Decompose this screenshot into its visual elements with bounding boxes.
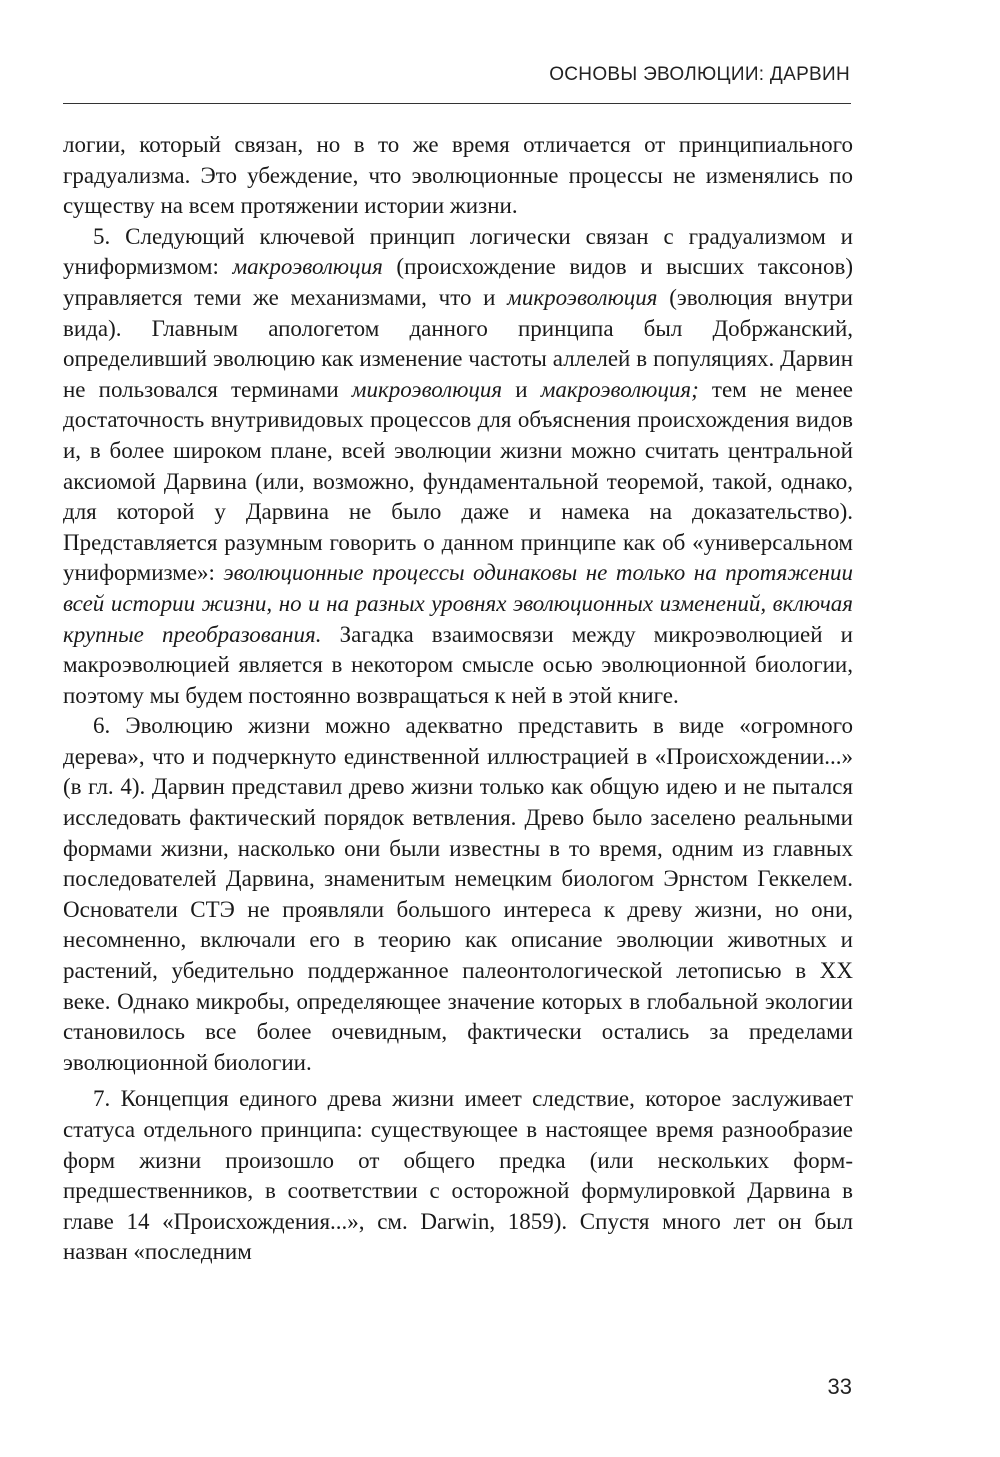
paragraph-text: Загадка взаимосвязи между микроэволюцией и макроэволюцией является в некотором смысле осью эволюционной биологии, поэтому мы будем постоянно возвращаться к ней в этой книге. bbox=[63, 621, 853, 708]
paragraph-principle-7 bbox=[63, 1084, 853, 1268]
paragraph-text: 6. Эволюцию жизни можно адекватно представить в виде «огромного дерева», что и подчеркнуто единственной иллюстрацией в «Происхождении...» (в гл. 4). Дарвин представил древо жизни только как общую идею и не пытался исследовать фактический порядок ветвления. Древо было заселено реальными формами жизни, насколько они были известны в то время, одним из главных последователей Дарвина, знаменитым немецким биологом Эрнстом Геккелем. Основатели СТЭ не проявляли большого интереса к древу жизни, но они, несомненно, включали его в теорию как описание эволюции животных и растений, убедительно поддержанное палеонтологической летописью в XX веке. Однако микробы, определяющее значение которых в глобальной экологии становилось все более очевидным, фактически остались за пределами эволюционной биологии. bbox=[63, 713, 853, 1075]
paragraph-text: (происхождение видов и высших таксонов) управляется теми же механизмами, что и bbox=[63, 254, 854, 310]
paragraph-text: и bbox=[502, 376, 541, 402]
page-body bbox=[63, 130, 853, 1268]
italic-term: микроэволюция bbox=[507, 284, 658, 310]
paragraph-text: 5. Следующий ключевой принцип логически связан с градуализмом и униформизмом: bbox=[63, 223, 853, 280]
italic-term: макроэволюция bbox=[232, 254, 383, 280]
paragraph-principle-5 bbox=[63, 222, 853, 712]
paragraph-continuation bbox=[63, 130, 853, 222]
header-rule bbox=[63, 103, 851, 104]
italic-term: микроэволюция bbox=[351, 376, 503, 402]
page-number: 33 bbox=[827, 1374, 852, 1399]
paragraph-text: тем не менее достаточность внутривидовых процессов для объяснения происхождения видов и, в более широком плане, всей эволюции жизни можно считать центральной аксиомой Дарвина (или, возможно, фундаментальной теоремой, такой, однако, для которой у Дарвина не было даже и намека на доказательство). Представляется разумным говорить о данном принципе как об «универсальном униформизме»: bbox=[63, 376, 854, 586]
paragraph-text: логии, который связан, но в то же время отличается от принципиального градуализма. Это убеждение, что эволюционные процессы не изменялись по существу на всем протяжении истории жизни. bbox=[63, 132, 853, 219]
italic-emphasis: эволюционные процессы одинаковы не только на протяжении всей истории жизни, но и на разных уровнях эволюционных изменений, включая крупные преобразования. bbox=[63, 560, 854, 647]
paragraph-principle-6 bbox=[63, 711, 853, 1078]
running-header: ОСНОВЫ ЭВОЛЮЦИИ: ДАРВИН bbox=[549, 64, 850, 85]
italic-term: макроэволюция; bbox=[540, 376, 699, 402]
paragraph-text: 7. Концепция единого древа жизни имеет следствие, которое заслуживает статуса отдельного принципа: существующее в настоящее время разнообразие форм жизни произошло от общего предка (или нескольких форм-предшественников, в соответствии с осторожной формулировкой Дарвина в главе 14 «Происхождения...», см. Darwin, 1859). Спустя много лет он был назван «последним bbox=[63, 1086, 853, 1265]
paragraph-text: (эволюция внутри вида). Главным апологетом данного принципа был Добржанский, определивший эволюцию как изменение частоты аллелей в популяциях. Дарвин не пользовался терминами bbox=[63, 284, 853, 402]
